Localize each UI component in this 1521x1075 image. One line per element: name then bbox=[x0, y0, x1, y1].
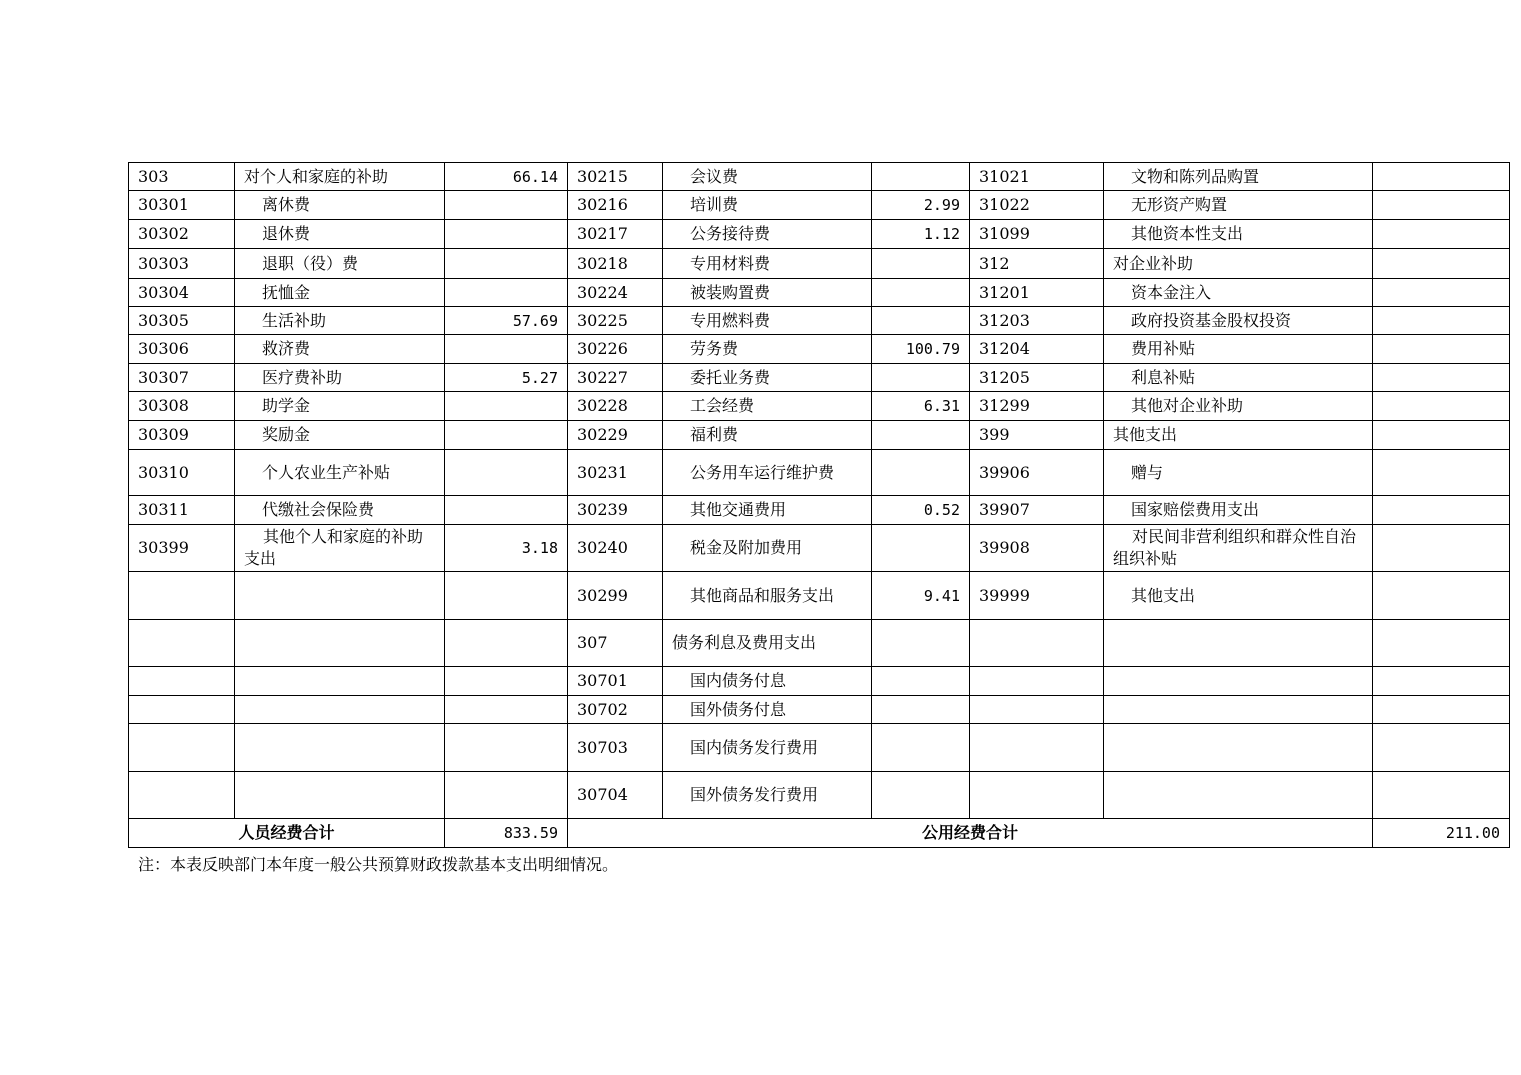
code-cell: 30240 bbox=[568, 525, 663, 572]
item-name-cell: 专用燃料费 bbox=[663, 307, 872, 335]
amount-cell bbox=[1373, 220, 1510, 249]
code-cell: 30299 bbox=[568, 572, 663, 620]
amount-cell bbox=[872, 696, 970, 724]
code-cell: 30215 bbox=[568, 163, 663, 191]
code-cell bbox=[129, 696, 235, 724]
amount-cell bbox=[1373, 696, 1510, 724]
amount-cell: 6.31 bbox=[872, 392, 970, 421]
code-cell: 30701 bbox=[568, 667, 663, 696]
table-row bbox=[129, 525, 1510, 572]
amount-cell bbox=[1373, 620, 1510, 667]
amount-cell bbox=[872, 667, 970, 696]
code-cell: 30216 bbox=[568, 191, 663, 220]
code-cell: 31201 bbox=[970, 279, 1104, 307]
table-row bbox=[129, 163, 1510, 191]
amount-cell: 0.52 bbox=[872, 496, 970, 525]
code-cell bbox=[129, 667, 235, 696]
table-row bbox=[129, 279, 1510, 307]
item-name-cell: 其他支出 bbox=[1104, 421, 1373, 450]
personnel-total-value: 833.59 bbox=[445, 819, 568, 848]
code-cell: 31203 bbox=[970, 307, 1104, 335]
item-name-cell: 国内债务付息 bbox=[663, 667, 872, 696]
code-cell: 31299 bbox=[970, 392, 1104, 421]
item-name-cell bbox=[1104, 772, 1373, 819]
item-name-cell: 政府投资基金股权投资 bbox=[1104, 307, 1373, 335]
table-row bbox=[129, 307, 1510, 335]
amount-cell bbox=[1373, 772, 1510, 819]
code-cell bbox=[129, 620, 235, 667]
item-name-cell: 救济费 bbox=[235, 335, 445, 364]
item-name-cell: 其他个人和家庭的补助支出 bbox=[235, 525, 445, 572]
amount-cell bbox=[445, 335, 568, 364]
item-name-cell bbox=[1104, 724, 1373, 772]
amount-cell bbox=[1373, 525, 1510, 572]
amount-cell bbox=[1373, 364, 1510, 392]
code-cell: 31021 bbox=[970, 163, 1104, 191]
code-cell: 30224 bbox=[568, 279, 663, 307]
amount-cell bbox=[872, 450, 970, 496]
totals-row bbox=[129, 819, 1510, 848]
table-row bbox=[129, 220, 1510, 249]
amount-cell bbox=[872, 364, 970, 392]
amount-cell bbox=[445, 496, 568, 525]
code-cell: 30302 bbox=[129, 220, 235, 249]
code-cell: 31099 bbox=[970, 220, 1104, 249]
amount-cell bbox=[445, 249, 568, 279]
code-cell: 30228 bbox=[568, 392, 663, 421]
amount-cell bbox=[1373, 667, 1510, 696]
table-row bbox=[129, 572, 1510, 620]
table-row bbox=[129, 364, 1510, 392]
amount-cell: 1.12 bbox=[872, 220, 970, 249]
code-cell: 30225 bbox=[568, 307, 663, 335]
table-row bbox=[129, 191, 1510, 220]
code-cell bbox=[970, 772, 1104, 819]
code-cell: 39907 bbox=[970, 496, 1104, 525]
table-row bbox=[129, 249, 1510, 279]
amount-cell bbox=[1373, 335, 1510, 364]
item-name-cell: 其他对企业补助 bbox=[1104, 392, 1373, 421]
table-row bbox=[129, 667, 1510, 696]
amount-cell bbox=[872, 620, 970, 667]
amount-cell bbox=[1373, 307, 1510, 335]
item-name-cell bbox=[235, 620, 445, 667]
code-cell: 30399 bbox=[129, 525, 235, 572]
item-name-cell: 对民间非营利组织和群众性自治组织补贴 bbox=[1104, 525, 1373, 572]
item-name-cell: 无形资产购置 bbox=[1104, 191, 1373, 220]
amount-cell bbox=[872, 279, 970, 307]
item-name-cell bbox=[235, 772, 445, 819]
item-name-cell: 赠与 bbox=[1104, 450, 1373, 496]
amount-cell bbox=[445, 450, 568, 496]
code-cell: 30218 bbox=[568, 249, 663, 279]
item-name-cell: 国外债务付息 bbox=[663, 696, 872, 724]
code-cell: 30217 bbox=[568, 220, 663, 249]
personnel-total-label: 人员经费合计 bbox=[129, 819, 445, 848]
code-cell: 30226 bbox=[568, 335, 663, 364]
code-cell: 307 bbox=[568, 620, 663, 667]
amount-cell bbox=[445, 421, 568, 450]
amount-cell bbox=[872, 421, 970, 450]
item-name-cell: 其他资本性支出 bbox=[1104, 220, 1373, 249]
code-cell: 30239 bbox=[568, 496, 663, 525]
amount-cell bbox=[872, 163, 970, 191]
item-name-cell bbox=[235, 572, 445, 620]
code-cell: 30231 bbox=[568, 450, 663, 496]
item-name-cell bbox=[1104, 620, 1373, 667]
code-cell: 30305 bbox=[129, 307, 235, 335]
item-name-cell: 国外债务发行费用 bbox=[663, 772, 872, 819]
table-row bbox=[129, 421, 1510, 450]
item-name-cell bbox=[1104, 667, 1373, 696]
code-cell: 31022 bbox=[970, 191, 1104, 220]
item-name-cell: 会议费 bbox=[663, 163, 872, 191]
code-cell: 30702 bbox=[568, 696, 663, 724]
item-name-cell: 代缴社会保险费 bbox=[235, 496, 445, 525]
amount-cell bbox=[872, 525, 970, 572]
table-row bbox=[129, 620, 1510, 667]
item-name-cell: 公务接待费 bbox=[663, 220, 872, 249]
code-cell: 39908 bbox=[970, 525, 1104, 572]
amount-cell bbox=[1373, 572, 1510, 620]
item-name-cell bbox=[235, 724, 445, 772]
item-name-cell: 其他交通费用 bbox=[663, 496, 872, 525]
item-name-cell: 工会经费 bbox=[663, 392, 872, 421]
amount-cell: 2.99 bbox=[872, 191, 970, 220]
code-cell bbox=[970, 724, 1104, 772]
amount-cell bbox=[445, 191, 568, 220]
item-name-cell: 个人农业生产补贴 bbox=[235, 450, 445, 496]
amount-cell bbox=[1373, 279, 1510, 307]
amount-cell bbox=[872, 772, 970, 819]
code-cell bbox=[129, 572, 235, 620]
code-cell bbox=[970, 696, 1104, 724]
item-name-cell: 公务用车运行维护费 bbox=[663, 450, 872, 496]
code-cell: 30303 bbox=[129, 249, 235, 279]
table-row bbox=[129, 335, 1510, 364]
code-cell: 30703 bbox=[568, 724, 663, 772]
item-name-cell: 医疗费补助 bbox=[235, 364, 445, 392]
amount-cell bbox=[1373, 421, 1510, 450]
amount-cell: 3.18 bbox=[445, 525, 568, 572]
code-cell bbox=[970, 667, 1104, 696]
item-name-cell bbox=[235, 696, 445, 724]
amount-cell: 100.79 bbox=[872, 335, 970, 364]
item-name-cell: 被装购置费 bbox=[663, 279, 872, 307]
code-cell: 30306 bbox=[129, 335, 235, 364]
code-cell: 30311 bbox=[129, 496, 235, 525]
item-name-cell: 退休费 bbox=[235, 220, 445, 249]
table-row bbox=[129, 724, 1510, 772]
code-cell: 30304 bbox=[129, 279, 235, 307]
item-name-cell: 助学金 bbox=[235, 392, 445, 421]
code-cell bbox=[129, 772, 235, 819]
code-cell bbox=[970, 620, 1104, 667]
item-name-cell bbox=[235, 667, 445, 696]
table-note: 注：本表反映部门本年度一般公共预算财政拨款基本支出明细情况。 bbox=[138, 855, 619, 874]
item-name-cell bbox=[1104, 696, 1373, 724]
public-total-label: 公用经费合计 bbox=[568, 819, 1373, 848]
amount-cell bbox=[445, 279, 568, 307]
item-name-cell: 费用补贴 bbox=[1104, 335, 1373, 364]
item-name-cell: 对个人和家庭的补助 bbox=[235, 163, 445, 191]
item-name-cell: 资本金注入 bbox=[1104, 279, 1373, 307]
code-cell bbox=[129, 724, 235, 772]
amount-cell bbox=[872, 724, 970, 772]
item-name-cell: 其他支出 bbox=[1104, 572, 1373, 620]
table-row bbox=[129, 772, 1510, 819]
amount-cell bbox=[1373, 496, 1510, 525]
item-name-cell: 文物和陈列品购置 bbox=[1104, 163, 1373, 191]
item-name-cell: 国家赔偿费用支出 bbox=[1104, 496, 1373, 525]
code-cell: 39999 bbox=[970, 572, 1104, 620]
item-name-cell: 抚恤金 bbox=[235, 279, 445, 307]
item-name-cell: 离休费 bbox=[235, 191, 445, 220]
public-total-value: 211.00 bbox=[1373, 819, 1510, 848]
code-cell: 30229 bbox=[568, 421, 663, 450]
amount-cell bbox=[1373, 450, 1510, 496]
item-name-cell: 退职（役）费 bbox=[235, 249, 445, 279]
code-cell: 303 bbox=[129, 163, 235, 191]
code-cell: 30307 bbox=[129, 364, 235, 392]
amount-cell: 5.27 bbox=[445, 364, 568, 392]
amount-cell bbox=[1373, 249, 1510, 279]
amount-cell bbox=[445, 220, 568, 249]
item-name-cell: 国内债务发行费用 bbox=[663, 724, 872, 772]
amount-cell bbox=[1373, 392, 1510, 421]
code-cell: 399 bbox=[970, 421, 1104, 450]
code-cell: 39906 bbox=[970, 450, 1104, 496]
code-cell: 30301 bbox=[129, 191, 235, 220]
code-cell: 31205 bbox=[970, 364, 1104, 392]
item-name-cell: 生活补助 bbox=[235, 307, 445, 335]
item-name-cell: 劳务费 bbox=[663, 335, 872, 364]
amount-cell bbox=[445, 696, 568, 724]
table-row bbox=[129, 450, 1510, 496]
item-name-cell: 培训费 bbox=[663, 191, 872, 220]
code-cell: 30308 bbox=[129, 392, 235, 421]
table-row bbox=[129, 496, 1510, 525]
item-name-cell: 专用材料费 bbox=[663, 249, 872, 279]
budget-detail-table bbox=[128, 162, 1510, 848]
amount-cell bbox=[445, 620, 568, 667]
amount-cell: 57.69 bbox=[445, 307, 568, 335]
code-cell: 30704 bbox=[568, 772, 663, 819]
amount-cell bbox=[872, 249, 970, 279]
amount-cell bbox=[1373, 724, 1510, 772]
item-name-cell: 对企业补助 bbox=[1104, 249, 1373, 279]
code-cell: 30227 bbox=[568, 364, 663, 392]
amount-cell bbox=[445, 667, 568, 696]
item-name-cell: 其他商品和服务支出 bbox=[663, 572, 872, 620]
item-name-cell: 奖励金 bbox=[235, 421, 445, 450]
code-cell: 31204 bbox=[970, 335, 1104, 364]
item-name-cell: 福利费 bbox=[663, 421, 872, 450]
amount-cell bbox=[872, 307, 970, 335]
item-name-cell: 利息补贴 bbox=[1104, 364, 1373, 392]
code-cell: 30309 bbox=[129, 421, 235, 450]
amount-cell: 66.14 bbox=[445, 163, 568, 191]
table-row bbox=[129, 696, 1510, 724]
amount-cell: 9.41 bbox=[872, 572, 970, 620]
amount-cell bbox=[1373, 191, 1510, 220]
amount-cell bbox=[1373, 163, 1510, 191]
item-name-cell: 债务利息及费用支出 bbox=[663, 620, 872, 667]
amount-cell bbox=[445, 392, 568, 421]
amount-cell bbox=[445, 724, 568, 772]
amount-cell bbox=[445, 572, 568, 620]
code-cell: 312 bbox=[970, 249, 1104, 279]
amount-cell bbox=[445, 772, 568, 819]
table-row bbox=[129, 392, 1510, 421]
code-cell: 30310 bbox=[129, 450, 235, 496]
item-name-cell: 委托业务费 bbox=[663, 364, 872, 392]
item-name-cell: 税金及附加费用 bbox=[663, 525, 872, 572]
